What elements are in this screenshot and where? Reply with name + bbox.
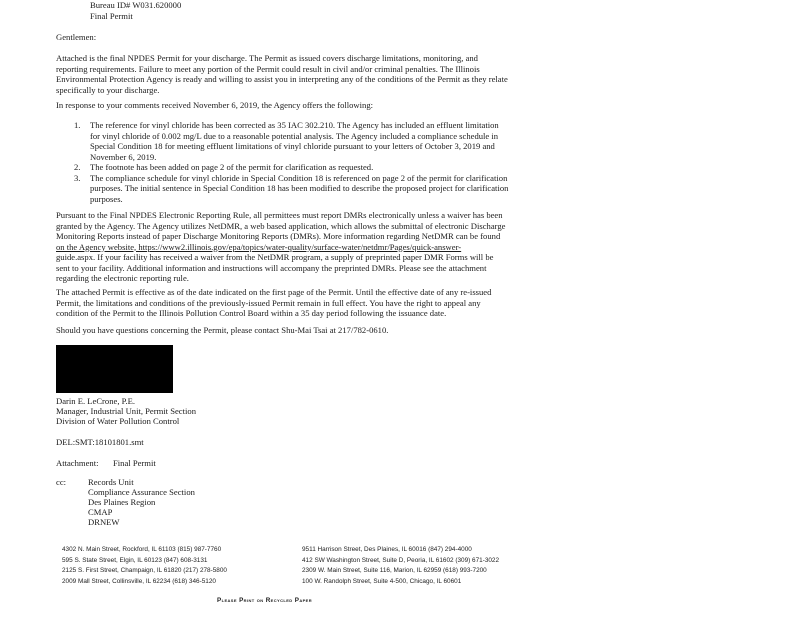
attachment-label: Attachment: [56,458,99,468]
list-item-line: November 6, 2019. [90,151,157,162]
cc-recipient: Des Plaines Region [88,497,156,507]
effective-line: condition of the Permit to the Illinois Pollution Control Board within a 35 day period following the issuance date. [56,308,447,318]
intro-line: reporting requirements. Failure to meet any portion of the Permit could result in civil and/or criminal penalties. The Illinois [56,63,480,74]
effective-paragraph [56,287,553,319]
list-item-text [90,120,564,162]
list-item-line: for vinyl chloride of 0.002 mg/L due to a reasonable potential analysis. The Agency included a compliance schedule in [90,130,499,141]
effective-line: Permit, the limitations and conditions of the previously-issued Permit remain in full effect. You have the right to appeal any [56,297,481,308]
list-item-number: 2. [74,162,81,172]
list-item [74,162,564,173]
list-item-line: Special Condition 18 for meeting effluent limitations of vinyl chloride pursuant to your letters of October 3, 2019 and [90,141,495,151]
signer-division: Division of Water Pollution Control [56,416,180,426]
list-item-line: The reference for vinyl chloride has been corrected as 35 IAC 302.210. The Agency has included an effluent limitation [90,120,499,130]
netdmr-line: sent to your facility. Additional information and instructions will accompany the preprinted DMRs. Please see the attachment [56,262,487,273]
footer-right-addresses [302,545,499,587]
netdmr-line: guide.aspx. If your facility has received a waiver from the NetDMR program, a supply of preprinted paper DMR Forms will be [56,252,494,262]
permit-label: Final Permit [90,11,133,21]
signer-name: Darin E. LeCrone, P.E. [56,396,135,406]
list-item-line: purposes. [90,193,123,204]
signer-title: Manager, Industrial Unit, Permit Section [56,406,196,416]
footer-address: 2309 W. Main Street, Suite 116, Marion, IL 62959 (618) 993-7200 [302,567,487,575]
intro-line: Environmental Protection Agency is ready and willing to assist you in interpreting any of the conditions of the Permit as they relate [56,74,508,84]
netdmr-paragraph [56,210,553,284]
cc-label: cc: [56,477,67,487]
cc-recipient: CMAP [88,507,113,517]
footer-address: 595 S. State Street, Elgin, IL 60123 (847) 608-3131 [62,556,208,564]
netdmr-line: granted by the Agency. The Agency utilizes NetDMR, a web based application, which allows the submittal of electronic Discharge [56,220,506,231]
questions-line: Should you have questions concerning the Permit, please contact Shu-Mai Tsai at 217/782-0610. [56,325,389,335]
intro-line: specifically to your discharge. [56,84,160,95]
intro-line: Attached is the final NPDES Permit for your discharge. The Permit as issued covers discharge limitations, monitoring, and [56,53,478,63]
cc-recipient: Compliance Assurance Section [88,487,195,497]
reference-code: DEL:SMT:18101801.smt [56,437,144,447]
footer-address: 412 SW Washington Street, Suite D, Peoria, IL 61602 (309) 671-3022 [302,556,500,564]
cc-recipient: DRNEW [88,517,120,527]
footer-address: 4302 N. Main Street, Rockford, IL 61103 (815) 987-7760 [62,546,222,553]
netdmr-link-line[interactable]: on the Agency website, https://www2.illinois.gov/epa/topics/water-quality/surface-water/netdmr/Pages/quick-answer- [56,241,462,252]
list-item-text [90,173,564,205]
recycled-paper-notice: Please Print on Recycled Paper [217,597,313,604]
list-item-number: 1. [74,120,81,130]
netdmr-line: Pursuant to the Final NPDES Electronic Reporting Rule, all permittees must report DMRs electronically unless a waiver has been [56,210,503,220]
list-item-line: The footnote has been added on page 2 of the permit for clarification as requested. [90,162,374,172]
list-item-line: The compliance schedule for vinyl chloride in Special Condition 18 is referenced on page 2 of the permit for clarification [90,172,508,183]
cc-recipient: Records Unit [88,477,134,487]
footer-address: 9511 Harrison Street, Des Plaines, IL 60016 (847) 294-4000 [302,546,472,553]
netdmr-line: Monitoring Reports instead of paper Discharge Monitoring Reports (DMRs). More information regarding NetDMR can be found [56,231,501,241]
response-list [74,120,564,204]
list-item [74,120,564,162]
list-item-text [90,162,564,173]
list-item-number: 3. [74,172,81,183]
salutation: Gentlemen: [56,32,97,42]
response-intro: In response to your comments received November 6, 2019, the Agency offers the following: [56,100,374,110]
list-item-line: purposes. The initial sentence in Special Condition 18 has been modified to describe the proposed project for clarification [90,183,509,193]
netdmr-line: regarding the electronic reporting rule. [56,273,189,283]
attachment-value: Final Permit [113,458,156,468]
intro-paragraph [56,53,553,95]
footer-left-addresses [62,545,227,587]
footer-address: 2009 Mall Street, Collinsville, IL 62234 (618) 346-5120 [62,577,216,585]
bureau-id: Bureau ID# W031.620000 [90,0,182,10]
redacted-signature [56,345,173,393]
footer-address: 2125 S. First Street, Champaign, IL 61820 (217) 278-5800 [62,567,227,575]
footer-address: 100 W. Randolph Street, Suite 4-500, Chicago, IL 60601 [302,577,462,585]
effective-line: The attached Permit is effective as of the date indicated on the first page of the Permit. Until the effective date of any re-issued [56,287,492,297]
list-item [74,173,564,205]
